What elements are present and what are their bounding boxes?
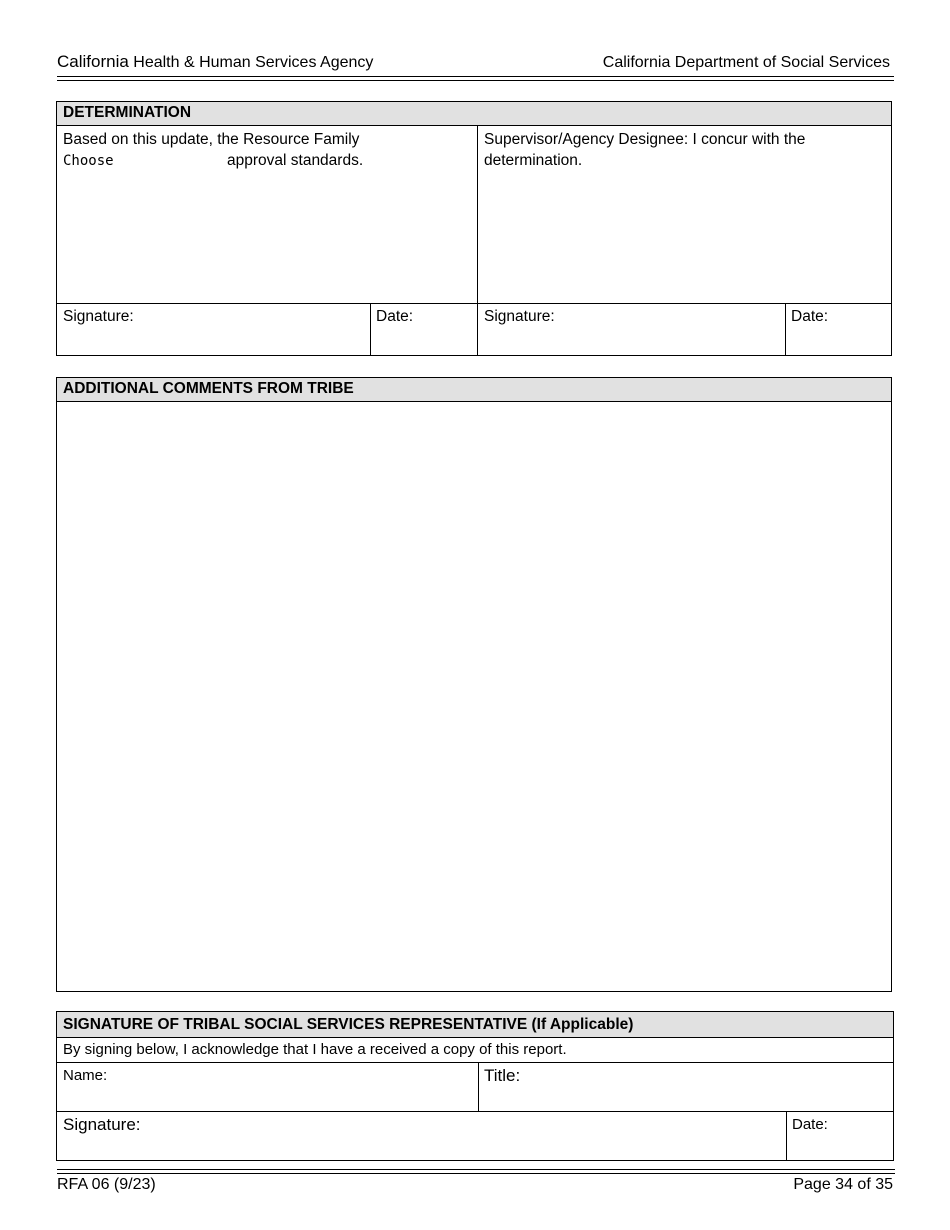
determination-statement-line2: approval standards. bbox=[227, 152, 364, 169]
signature-field-left[interactable] bbox=[58, 304, 369, 354]
footer-rule-top bbox=[57, 1169, 895, 1170]
determination-title: DETERMINATION bbox=[57, 102, 891, 126]
agency-main: California bbox=[57, 52, 129, 71]
date-field-left[interactable] bbox=[371, 304, 476, 354]
determination-section bbox=[56, 101, 892, 356]
tribal-date-field[interactable] bbox=[787, 1112, 891, 1158]
footer-rule-bottom bbox=[57, 1173, 895, 1174]
approval-status-dropdown[interactable]: Choose bbox=[63, 153, 114, 169]
tribal-signature-field[interactable] bbox=[58, 1112, 785, 1158]
department-name: California Department of Social Services bbox=[602, 54, 890, 71]
agency-sub: Health & Human Services Agency bbox=[133, 54, 374, 71]
agency-name bbox=[57, 52, 373, 72]
date-label-left: Date: bbox=[376, 308, 414, 325]
date-field-right[interactable] bbox=[786, 304, 890, 354]
date-label-right: Date: bbox=[791, 308, 829, 325]
name-label: Name: bbox=[63, 1067, 108, 1084]
header-rule-bottom bbox=[57, 80, 894, 81]
form-id: RFA 06 (9/23) bbox=[57, 1176, 156, 1193]
name-field[interactable] bbox=[58, 1063, 477, 1110]
signature-field-right[interactable] bbox=[478, 304, 784, 354]
tribal-signature-title: SIGNATURE OF TRIBAL SOCIAL SERVICES REPRESENTATIVE (If Applicable) bbox=[57, 1012, 893, 1038]
tribal-date-label: Date: bbox=[792, 1116, 828, 1133]
header-rule-top bbox=[57, 76, 894, 77]
signature-label-right: Signature: bbox=[484, 308, 555, 325]
tribe-comments-section bbox=[56, 377, 892, 992]
determination-statement bbox=[63, 129, 468, 172]
page-number: Page 34 of 35 bbox=[793, 1176, 893, 1193]
title-label: Title: bbox=[484, 1066, 521, 1085]
title-field[interactable] bbox=[479, 1063, 891, 1110]
tribe-comments-title: ADDITIONAL COMMENTS FROM TRIBE bbox=[57, 378, 891, 402]
determination-statement-line1: Based on this update, the Resource Family bbox=[63, 131, 360, 148]
tribe-comments-field[interactable] bbox=[57, 403, 891, 991]
tribal-signature-section bbox=[56, 1011, 894, 1161]
supervisor-concurrence: Supervisor/Agency Designee: I concur with the determination. bbox=[484, 131, 806, 169]
signature-label-left: Signature: bbox=[63, 308, 134, 325]
acknowledgement-text: By signing below, I acknowledge that I have a received a copy of this report. bbox=[63, 1041, 567, 1058]
tribal-signature-label: Signature: bbox=[63, 1115, 141, 1134]
